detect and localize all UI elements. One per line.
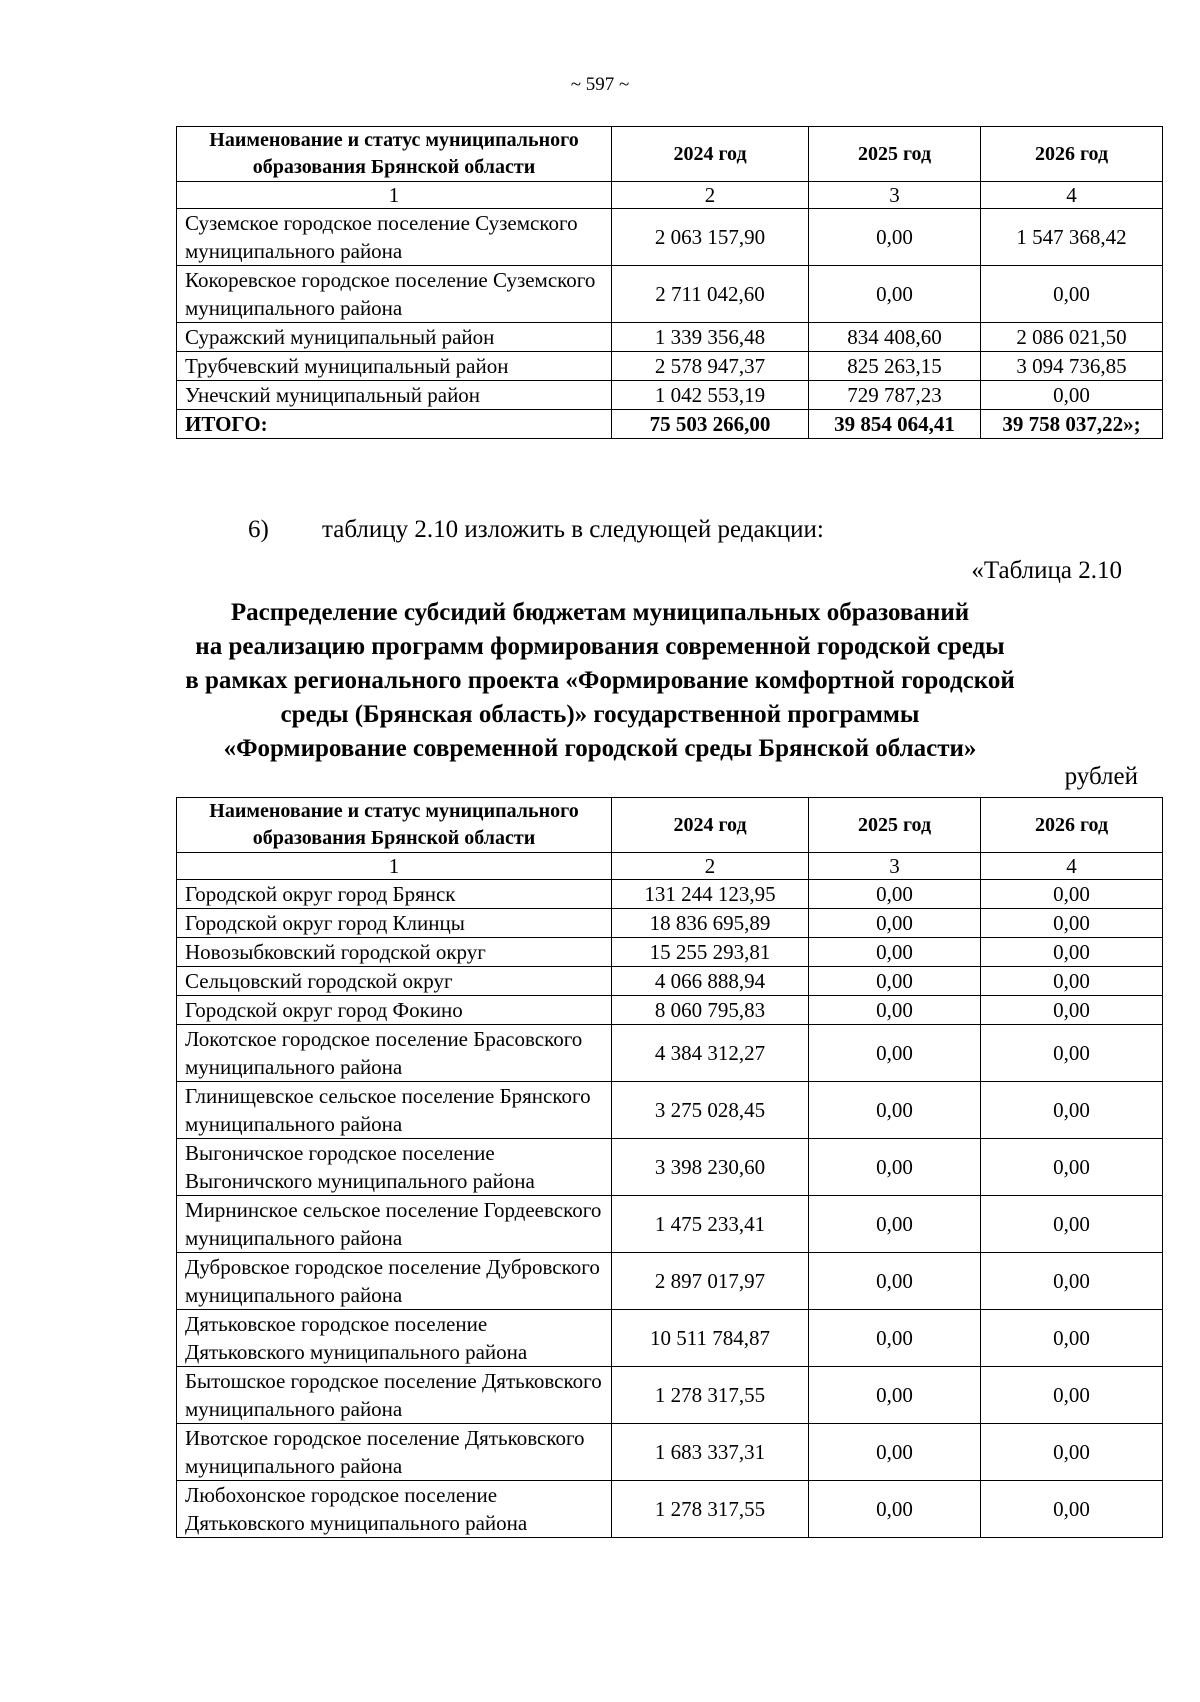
- header-name: Наименование и статус муниципального образования Брянской области: [177, 127, 612, 182]
- row-name: Ивотское городское поселение Дятьковского муниципального района: [177, 1424, 612, 1481]
- row-value-2025: 0,00: [809, 1082, 981, 1139]
- table-label: «Таблица 2.10: [971, 557, 1122, 584]
- row-value-2026: 0,00: [981, 967, 1163, 996]
- row-value-2024: 1 278 317,55: [612, 1367, 809, 1424]
- column-index: 2: [612, 853, 809, 880]
- row-value-2025: 0,00: [809, 209, 981, 266]
- column-index: 1: [177, 853, 612, 880]
- row-value-2024: 2 063 157,90: [612, 209, 809, 266]
- table-row: [177, 1481, 1163, 1538]
- column-index: 4: [981, 182, 1163, 209]
- table-row: [177, 1424, 1163, 1481]
- row-name: Дубровское городское поселение Дубровского муниципального района: [177, 1253, 612, 1310]
- row-value-2024: 3 398 230,60: [612, 1139, 809, 1196]
- row-value-2024: 1 042 553,19: [612, 381, 809, 410]
- table-header: [177, 798, 1163, 853]
- row-value-2024: 1 278 317,55: [612, 1481, 809, 1538]
- table-row: [177, 1139, 1163, 1196]
- table-row: [177, 1310, 1163, 1367]
- row-name: Суземское городское поселение Суземского муниципального района: [177, 209, 612, 266]
- row-value-2024: 3 275 028,45: [612, 1082, 809, 1139]
- title-line: на реализацию программ формирования современной городской среды: [195, 633, 1005, 660]
- table-row: [177, 996, 1163, 1025]
- table-row: [177, 1367, 1163, 1424]
- row-value-2025: 0,00: [809, 880, 981, 909]
- table-row: [177, 209, 1163, 266]
- row-value-2025: 0,00: [809, 1025, 981, 1082]
- row-value-2026: 0,00: [981, 266, 1163, 323]
- title-line: «Формирование современной городской среды Брянской области»: [223, 735, 977, 762]
- header-2024: 2024 год: [612, 798, 809, 853]
- row-value-2024: 4 066 888,94: [612, 967, 809, 996]
- row-name: Глинищевское сельское поселение Брянского муниципального района: [177, 1082, 612, 1139]
- row-name: Унечский муниципальный район: [177, 381, 612, 410]
- total-row: [177, 410, 1163, 439]
- units-label: рублей: [1064, 763, 1138, 790]
- row-value-2026: 0,00: [981, 1082, 1163, 1139]
- list-item-6: [248, 516, 824, 544]
- total-2024: 75 503 266,00: [612, 410, 809, 439]
- row-value-2025: 825 263,15: [809, 352, 981, 381]
- header-2025: 2025 год: [809, 798, 981, 853]
- row-value-2024: 15 255 293,81: [612, 938, 809, 967]
- row-value-2026: 0,00: [981, 909, 1163, 938]
- row-name: Суражский муниципальный район: [177, 323, 612, 352]
- row-value-2025: 0,00: [809, 967, 981, 996]
- table-row: [177, 880, 1163, 909]
- row-value-2025: 0,00: [809, 266, 981, 323]
- row-name: Дятьковское городское поселение Дятьковского муниципального района: [177, 1310, 612, 1367]
- row-name: Выгоничское городское поселение Выгоничского муниципального района: [177, 1139, 612, 1196]
- row-name: Сельцовский городской округ: [177, 967, 612, 996]
- row-value-2025: 834 408,60: [809, 323, 981, 352]
- row-value-2024: 4 384 312,27: [612, 1025, 809, 1082]
- row-value-2026: 0,00: [981, 1481, 1163, 1538]
- row-name: Локотское городское поселение Брасовского муниципального района: [177, 1025, 612, 1082]
- row-name: Любохонское городское поселение Дятьковского муниципального района: [177, 1481, 612, 1538]
- row-value-2026: 0,00: [981, 880, 1163, 909]
- row-value-2025: 0,00: [809, 1424, 981, 1481]
- column-index: 3: [809, 853, 981, 880]
- header-2026: 2026 год: [981, 798, 1163, 853]
- table-row: [177, 381, 1163, 410]
- row-value-2026: 2 086 021,50: [981, 323, 1163, 352]
- row-value-2026: 1 547 368,42: [981, 209, 1163, 266]
- row-value-2025: 0,00: [809, 1253, 981, 1310]
- column-index: 2: [612, 182, 809, 209]
- row-value-2025: 0,00: [809, 1196, 981, 1253]
- title-line: Распределение субсидий бюджетам муниципальных образований: [230, 599, 970, 626]
- row-name: Трубчевский муниципальный район: [177, 352, 612, 381]
- row-value-2025: 0,00: [809, 1139, 981, 1196]
- row-value-2024: 10 511 784,87: [612, 1310, 809, 1367]
- header-2025: 2025 год: [809, 127, 981, 182]
- column-index-row: [177, 182, 1163, 209]
- total-2025: 39 854 064,41: [809, 410, 981, 439]
- table-row: [177, 266, 1163, 323]
- table-row: [177, 1082, 1163, 1139]
- row-value-2024: 1 339 356,48: [612, 323, 809, 352]
- item-number: 6): [248, 516, 269, 543]
- total-2026: 39 758 037,22»;: [981, 410, 1163, 439]
- row-name: Новозыбковский городской округ: [177, 938, 612, 967]
- row-value-2024: 2 578 947,37: [612, 352, 809, 381]
- table-title: [150, 596, 1050, 766]
- row-value-2026: 0,00: [981, 1025, 1163, 1082]
- page-number: ~ 597 ~: [570, 74, 630, 95]
- table-row: [177, 1253, 1163, 1310]
- subsidy-distribution-table: [176, 797, 1163, 1538]
- row-name: Городской округ город Брянск: [177, 880, 612, 909]
- row-name: Кокоревское городское поселение Суземского муниципального района: [177, 266, 612, 323]
- column-index: 4: [981, 853, 1163, 880]
- row-value-2025: 0,00: [809, 1310, 981, 1367]
- column-index: 1: [177, 182, 612, 209]
- table-row: [177, 352, 1163, 381]
- column-index: 3: [809, 182, 981, 209]
- header-name: Наименование и статус муниципального образования Брянской области: [177, 798, 612, 853]
- header-2024: 2024 год: [612, 127, 809, 182]
- row-value-2024: 8 060 795,83: [612, 996, 809, 1025]
- row-name: Бытошское городское поселение Дятьковского муниципального района: [177, 1367, 612, 1424]
- row-value-2024: 1 683 337,31: [612, 1424, 809, 1481]
- table-row: [177, 323, 1163, 352]
- column-index-row: [177, 853, 1163, 880]
- row-value-2024: 2 897 017,97: [612, 1253, 809, 1310]
- row-value-2026: 0,00: [981, 1367, 1163, 1424]
- item-text: таблицу 2.10 изложить в следующей редакции:: [322, 516, 824, 543]
- title-line: среды (Брянская область)» государственной программы: [280, 701, 920, 728]
- row-value-2026: 0,00: [981, 996, 1163, 1025]
- row-name: Городской округ город Клинцы: [177, 909, 612, 938]
- row-value-2024: 2 711 042,60: [612, 266, 809, 323]
- row-value-2025: 0,00: [809, 938, 981, 967]
- title-line: в рамках регионального проекта «Формирование комфортной городской: [185, 667, 1015, 694]
- row-name: Мирнинское сельское поселение Гордеевского муниципального района: [177, 1196, 612, 1253]
- row-value-2026: 0,00: [981, 1253, 1163, 1310]
- row-value-2026: 0,00: [981, 1424, 1163, 1481]
- row-value-2026: 0,00: [981, 1196, 1163, 1253]
- table-row: [177, 1025, 1163, 1082]
- row-value-2025: 0,00: [809, 1481, 981, 1538]
- budget-table-continued: [176, 126, 1163, 439]
- table-row: [177, 967, 1163, 996]
- total-label: ИТОГО:: [177, 410, 612, 439]
- table-header: [177, 127, 1163, 182]
- table-row: [177, 909, 1163, 938]
- row-name: Городской округ город Фокино: [177, 996, 612, 1025]
- row-value-2026: 0,00: [981, 1310, 1163, 1367]
- table-row: [177, 938, 1163, 967]
- row-value-2026: 0,00: [981, 381, 1163, 410]
- row-value-2024: 18 836 695,89: [612, 909, 809, 938]
- row-value-2025: 0,00: [809, 909, 981, 938]
- table-row: [177, 1196, 1163, 1253]
- row-value-2024: 131 244 123,95: [612, 880, 809, 909]
- header-2026: 2026 год: [981, 127, 1163, 182]
- row-value-2024: 1 475 233,41: [612, 1196, 809, 1253]
- row-value-2026: 3 094 736,85: [981, 352, 1163, 381]
- row-value-2025: 729 787,23: [809, 381, 981, 410]
- row-value-2025: 0,00: [809, 1367, 981, 1424]
- row-value-2025: 0,00: [809, 996, 981, 1025]
- row-value-2026: 0,00: [981, 938, 1163, 967]
- row-value-2026: 0,00: [981, 1139, 1163, 1196]
